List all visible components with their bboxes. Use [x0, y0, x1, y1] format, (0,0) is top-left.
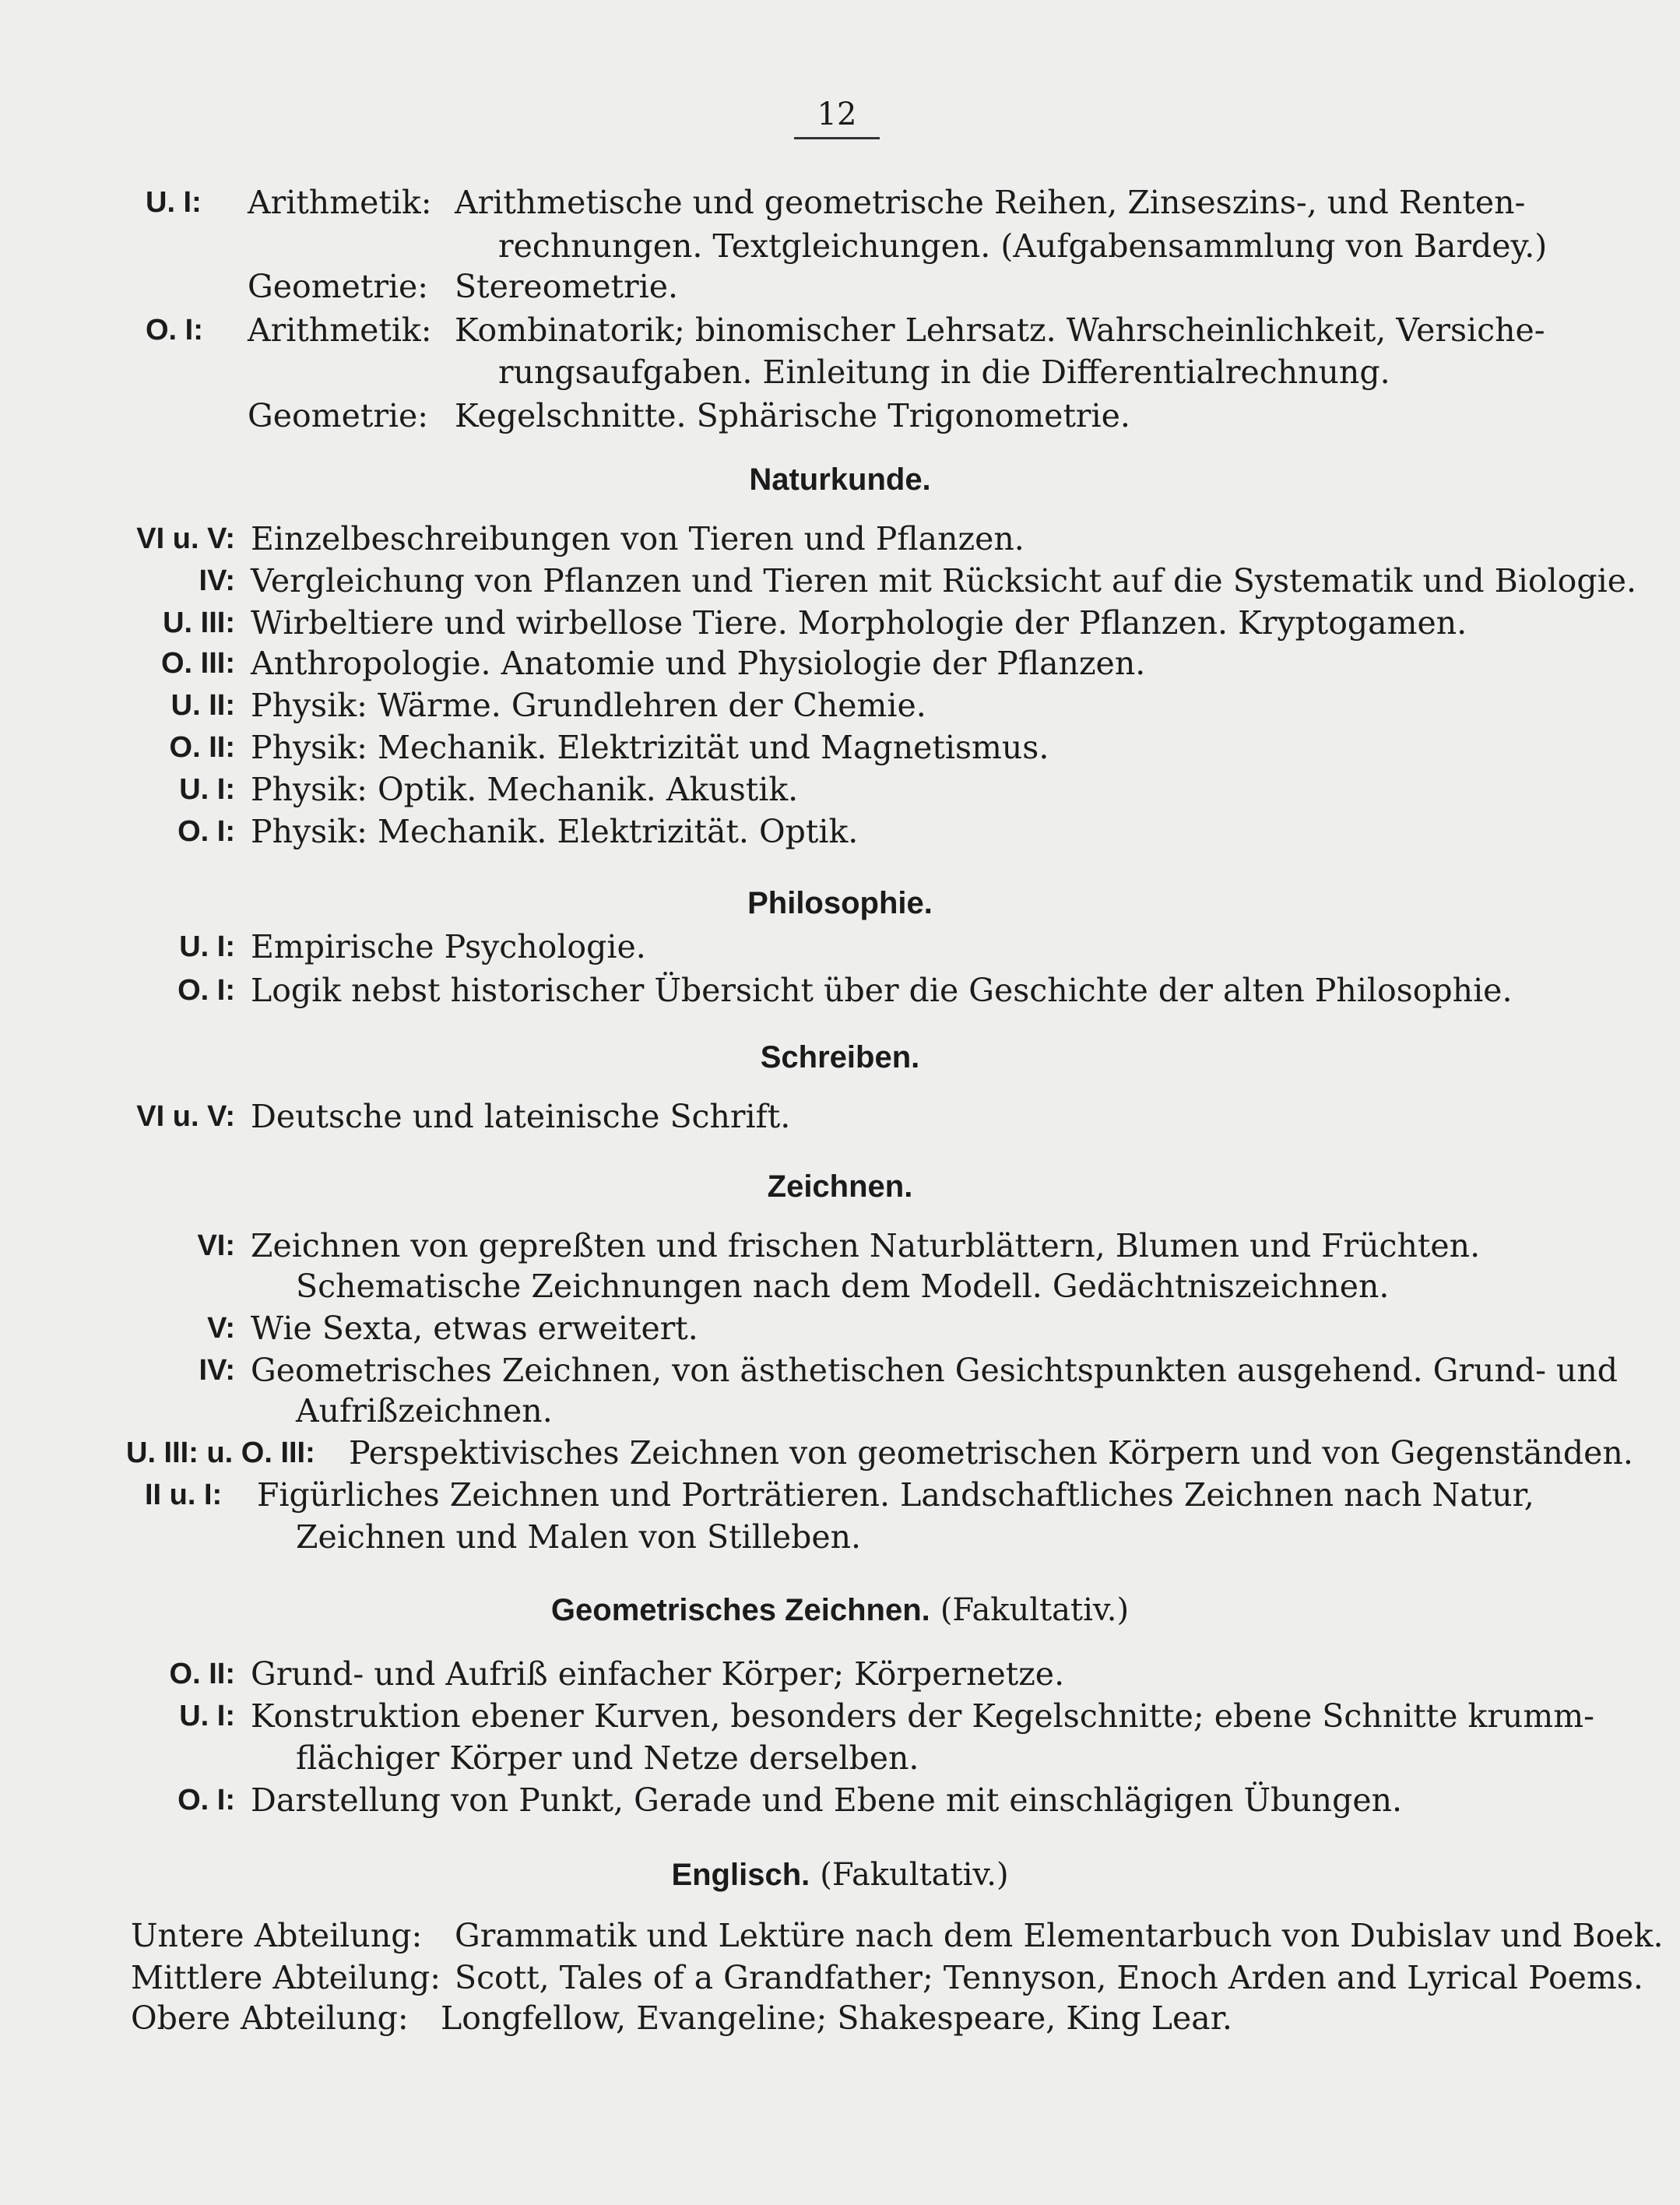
- section-heading-zeichnen: [0, 1165, 1680, 1207]
- class-label: U. III:: [163, 607, 235, 639]
- naturkunde-row: [0, 769, 1680, 810]
- naturkunde-row: [0, 561, 1680, 601]
- class-label: II u. I:: [145, 1479, 223, 1511]
- naturkunde-row: [0, 643, 1680, 684]
- section-title: Geometrisches Zeichnen.: [550, 1593, 930, 1627]
- zeichnen-row: [0, 1517, 1680, 1557]
- row-text: Geometrisches Zeichnen, von ästhetischen Gesichtspunkten ausgehend. Grund- und: [251, 1352, 1618, 1389]
- class-label: Obere Abteilung:: [131, 1999, 409, 2037]
- class-label: O. I:: [146, 314, 203, 346]
- zeichnen-row: [0, 1475, 1680, 1515]
- zeichnen-row: [0, 1391, 1680, 1431]
- englisch-row: [0, 1957, 1680, 1998]
- row-text: Physik: Wärme. Grundlehren der Chemie.: [251, 687, 926, 724]
- row-text: Kombinatorik; binomischer Lehrsatz. Wahrscheinlichkeit, Versiche-: [455, 311, 1545, 349]
- row-text: Schematische Zeichnungen nach dem Modell. Gedächtniszeichnen.: [296, 1268, 1390, 1305]
- row-text: Grammatik und Lektüre nach dem Elementarbuch von Dubislav und Boek.: [455, 1917, 1664, 1954]
- row-text: Logik nebst historischer Übersicht über die Geschichte der alten Philosophie.: [251, 972, 1513, 1009]
- geometrisches-zeichnen-row: [0, 1738, 1680, 1778]
- class-label: O. I:: [177, 1784, 235, 1816]
- row-text: Grund- und Aufriß einfacher Körper; Körpernetze.: [251, 1655, 1065, 1693]
- englisch-row: [0, 1998, 1680, 2038]
- class-label: U. I:: [146, 186, 202, 219]
- row-text: Aufrißzeichnen.: [296, 1392, 553, 1430]
- row-text: Kegelschnitte. Sphärische Trigonometrie.: [455, 397, 1130, 434]
- row-text: Physik: Mechanik. Elektrizität. Optik.: [251, 813, 859, 850]
- zeichnen-row: [0, 1350, 1680, 1391]
- class-label: V:: [207, 1312, 235, 1345]
- philosophie-row: [0, 970, 1680, 1011]
- math-row: [0, 182, 1680, 223]
- class-label: U. I:: [179, 1700, 235, 1732]
- row-text: Darstellung von Punkt, Gerade und Ebene mit einschlägigen Übungen.: [251, 1781, 1403, 1819]
- naturkunde-row: [0, 727, 1680, 768]
- math-row: [0, 266, 1680, 307]
- row-text: Wirbeltiere und wirbellose Tiere. Morphologie der Pflanzen. Kryptogamen.: [251, 604, 1467, 642]
- row-text: rechnungen. Textgleichungen. (Aufgabensammlung von Bardey.): [498, 227, 1548, 265]
- class-label: Mittlere Abteilung:: [131, 1959, 441, 1996]
- subject-label: Arithmetik:: [248, 311, 432, 349]
- row-text: Zeichnen und Malen von Stilleben.: [296, 1518, 862, 1556]
- section-title: Philosophie.: [747, 886, 933, 920]
- row-text: Longfellow, Evangeline; Shakespeare, King Lear.: [441, 1999, 1232, 2037]
- zeichnen-row: [0, 1266, 1680, 1306]
- naturkunde-row: [0, 685, 1680, 726]
- math-row: [0, 310, 1680, 350]
- class-label: IV:: [199, 1354, 235, 1387]
- subject-label: Geometrie:: [248, 397, 429, 434]
- row-text: Deutsche und lateinische Schrift.: [251, 1098, 791, 1135]
- section-heading-geometrisches-zeichnen: [0, 1588, 1680, 1630]
- class-label: U. I:: [179, 930, 235, 963]
- section-title: Zeichnen.: [767, 1169, 913, 1204]
- row-text: Perspektivisches Zeichnen von geometrischen Körpern und von Gegenständen.: [349, 1434, 1633, 1472]
- englisch-row: [0, 1915, 1680, 1956]
- page-number: 12: [794, 97, 880, 139]
- section-title: Naturkunde.: [749, 462, 931, 497]
- row-text: Figürliches Zeichnen und Porträtieren. Landschaftliches Zeichnen nach Natur,: [257, 1476, 1534, 1514]
- section-title: Englisch.: [671, 1858, 810, 1892]
- geometrisches-zeichnen-row: [0, 1696, 1680, 1736]
- row-text: Physik: Optik. Mechanik. Akustik.: [251, 771, 799, 808]
- math-row: [0, 226, 1680, 266]
- row-text: flächiger Körper und Netze derselben.: [296, 1739, 919, 1777]
- naturkunde-row: [0, 811, 1680, 852]
- geometrisches-zeichnen-row: [0, 1780, 1680, 1820]
- row-text: Stereometrie.: [455, 268, 678, 305]
- section-heading-naturkunde: [0, 458, 1680, 500]
- schreiben-row: [0, 1096, 1680, 1137]
- row-text: Zeichnen von gepreßten und frischen Naturblättern, Blumen und Früchten.: [251, 1227, 1481, 1264]
- zeichnen-row: [0, 1308, 1680, 1349]
- section-note: (Fakultativ.): [940, 1592, 1130, 1628]
- row-text: Empirische Psychologie.: [251, 928, 646, 965]
- philosophie-row: [0, 927, 1680, 967]
- class-label: VI u. V:: [136, 1100, 235, 1133]
- subject-label: Geometrie:: [248, 268, 429, 305]
- row-text: Arithmetische und geometrische Reihen, Zinseszins-, und Renten-: [455, 184, 1526, 221]
- row-text: Anthropologie. Anatomie und Physiologie der Pflanzen.: [251, 645, 1146, 682]
- class-label: O. II:: [169, 1658, 235, 1690]
- row-text: Einzelbeschreibungen von Tieren und Pflanzen.: [251, 520, 1025, 557]
- class-label: VI:: [197, 1229, 235, 1262]
- section-heading-englisch: [0, 1853, 1680, 1895]
- class-label: U. III: u. O. III:: [126, 1437, 315, 1469]
- class-label: VI u. V:: [136, 522, 235, 555]
- row-text: Physik: Mechanik. Elektrizität und Magnetismus.: [251, 729, 1049, 766]
- class-label: IV:: [199, 564, 235, 597]
- class-label: O. III:: [161, 647, 235, 680]
- row-text: Konstruktion ebener Kurven, besonders der Kegelschnitte; ebene Schnitte krumm-: [251, 1697, 1594, 1735]
- section-heading-schreiben: [0, 1036, 1680, 1078]
- class-label: O. II:: [169, 731, 235, 764]
- naturkunde-row: [0, 519, 1680, 559]
- math-row: [0, 352, 1680, 392]
- subject-label: Arithmetik:: [248, 184, 432, 221]
- geometrisches-zeichnen-row: [0, 1654, 1680, 1694]
- row-text: Vergleichung von Pflanzen und Tieren mit Rücksicht auf die Systematik und Biologie.: [251, 562, 1636, 600]
- class-label: U. I:: [179, 773, 235, 806]
- section-heading-philosophie: [0, 881, 1680, 923]
- zeichnen-row: [0, 1433, 1680, 1473]
- math-row: [0, 396, 1680, 436]
- row-text: rungsaufgaben. Einleitung in die Differentialrechnung.: [498, 353, 1390, 391]
- row-text: Wie Sexta, etwas erweitert.: [251, 1310, 698, 1347]
- zeichnen-row: [0, 1226, 1680, 1266]
- class-label: U. II:: [170, 689, 235, 722]
- row-text: Scott, Tales of a Grandfather; Tennyson, Enoch Arden and Lyrical Poems.: [455, 1959, 1643, 1996]
- naturkunde-row: [0, 603, 1680, 643]
- section-title: Schreiben.: [760, 1040, 920, 1074]
- class-label: O. I:: [177, 974, 235, 1007]
- section-note: (Fakultativ.): [820, 1857, 1009, 1893]
- class-label: Untere Abteilung:: [131, 1917, 423, 1954]
- class-label: O. I:: [177, 815, 235, 848]
